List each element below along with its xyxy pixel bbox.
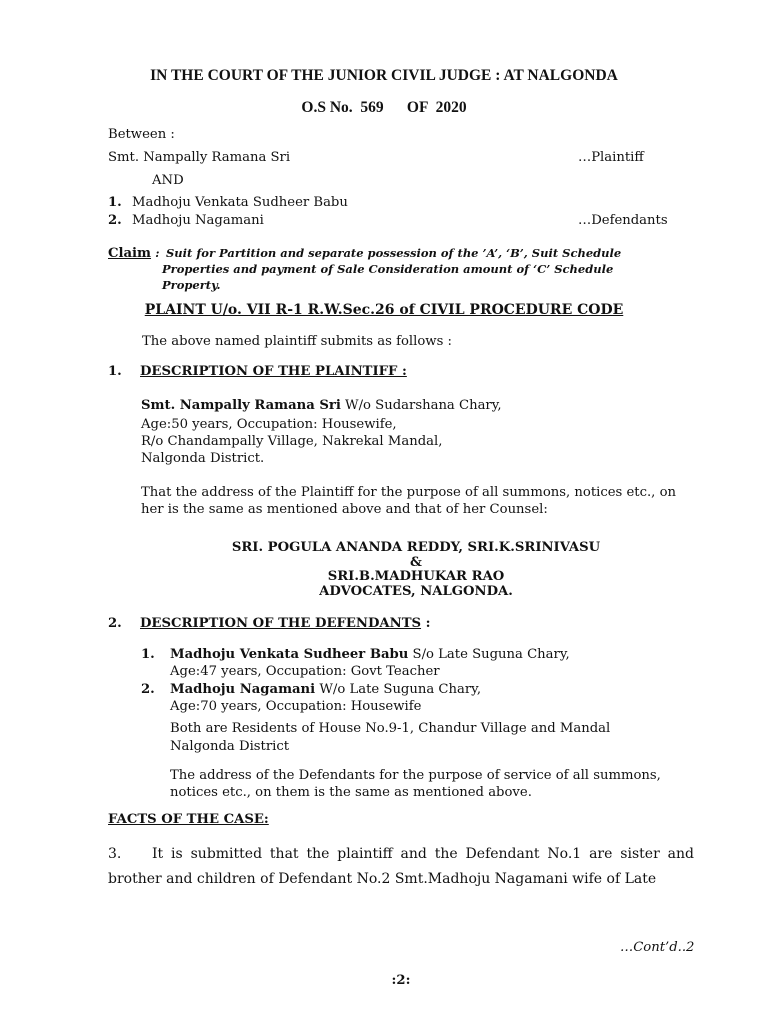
plaint-title: PLAINT U/o. VII R-1 R.W.Sec.26 of CIVIL PROCEDURE CODE xyxy=(144,302,624,318)
defendant-list-number: 1. xyxy=(108,195,122,210)
defendant-name-bold: Madhoju Venkata Sudheer Babu xyxy=(170,647,409,662)
plaintiff-detail-line: Nalgonda District. xyxy=(141,451,265,466)
section-2-number: 2. xyxy=(108,616,122,631)
section-2-heading-text: DESCRIPTION OF THE DEFENDANTS xyxy=(140,616,422,631)
defendant-list-item xyxy=(108,213,264,228)
between-label: Between : xyxy=(108,127,175,142)
defendant-name-bold: Madhoju Nagamani xyxy=(170,682,316,697)
defendant-name-rest: S/o Late Suguna Chary, xyxy=(408,647,570,662)
plaintiff-address-note-line: That the address of the Plaintiff for the purpose of all summons, notices etc., on xyxy=(141,485,677,500)
plaintiff-description-name-bold: Smt. Nampally Ramana Sri xyxy=(141,398,341,413)
page-number: :2: xyxy=(391,973,411,988)
paragraph-3-number: 3. xyxy=(108,846,122,862)
plaintiff-name: Smt. Nampally Ramana Sri xyxy=(108,150,291,165)
paragraph-3-line: brother and children of Defendant No.2 Smt.Madhoju Nagamani wife of Late xyxy=(108,871,657,887)
residence-line: Nalgonda District xyxy=(170,739,290,754)
service-note-line: The address of the Defendants for the purpose of service of all summons, xyxy=(170,768,661,783)
plaintiff-description-name xyxy=(141,398,502,413)
claim-label-text: Claim xyxy=(108,246,152,261)
defendant-number: 1. xyxy=(141,647,155,662)
claim-text-line: Properties and payment of Sale Consideration amount of ‘C’ Schedule xyxy=(162,262,614,276)
defendant-list-name: Madhoju Venkata Sudheer Babu xyxy=(131,195,348,210)
counsel-line: ADVOCATES, NALGONDA. xyxy=(319,584,513,599)
claim-text-line: Property. xyxy=(162,278,221,292)
plaintiff-address-note-line: her is the same as mentioned above and that of her Counsel: xyxy=(141,502,548,517)
defendants-role: …Defendants xyxy=(578,213,668,228)
counsel-line: SRI.B.MADHUKAR RAO xyxy=(327,569,505,584)
defendant-name-rest: W/o Late Suguna Chary, xyxy=(315,682,482,697)
section-2-heading xyxy=(140,616,431,631)
defendant-list-item xyxy=(108,195,348,210)
defendant-detail: Age:70 years, Occupation: Housewife xyxy=(170,699,422,714)
court-title: IN THE COURT OF THE JUNIOR CIVIL JUDGE : AT NALGONDA xyxy=(150,67,618,84)
defendant-name xyxy=(170,682,481,697)
defendant-list-number: 2. xyxy=(108,213,122,228)
plaintiff-detail-line: Age:50 years, Occupation: Housewife, xyxy=(141,417,397,432)
defendant-name xyxy=(170,647,570,662)
claim-label xyxy=(108,245,159,261)
plaintiff-description-name-rest: W/o Sudarshana Chary, xyxy=(340,398,502,413)
claim-text-line: Suit for Partition and separate possession of the ’A’, ‘B’, Suit Schedule xyxy=(166,246,622,260)
plaintiff-detail-line: R/o Chandampally Village, Nakrekal Mandal, xyxy=(141,434,443,449)
and-label: AND xyxy=(152,173,184,188)
service-note-line: notices etc., on them is the same as mentioned above. xyxy=(170,785,532,800)
paragraph-3-line: It is submitted that the plaintiff and the Defendant No.1 are sister and xyxy=(152,846,694,862)
claim-separator: : xyxy=(155,246,160,260)
section-1-number: 1. xyxy=(108,364,122,379)
facts-heading: FACTS OF THE CASE: xyxy=(108,812,269,827)
case-number: O.S No. 569 OF 2020 xyxy=(301,99,467,116)
defendant-number: 2. xyxy=(141,682,155,697)
section-2-heading-suffix: : xyxy=(421,616,431,631)
intro-text: The above named plaintiff submits as follows : xyxy=(142,334,452,349)
residence-line: Both are Residents of House No.9-1, Chandur Village and Mandal xyxy=(170,721,611,736)
defendant-detail: Age:47 years, Occupation: Govt Teacher xyxy=(170,664,440,679)
counsel-line: SRI. POGULA ANANDA REDDY, SRI.K.SRINIVASU xyxy=(231,540,601,555)
plaintiff-role: …Plaintiff xyxy=(578,150,644,165)
continued-marker: …Cont’d..2 xyxy=(620,940,695,955)
counsel-ampersand: & xyxy=(410,555,422,570)
section-1-heading: DESCRIPTION OF THE PLAINTIFF : xyxy=(140,364,407,379)
defendant-list-name: Madhoju Nagamani xyxy=(131,213,264,228)
